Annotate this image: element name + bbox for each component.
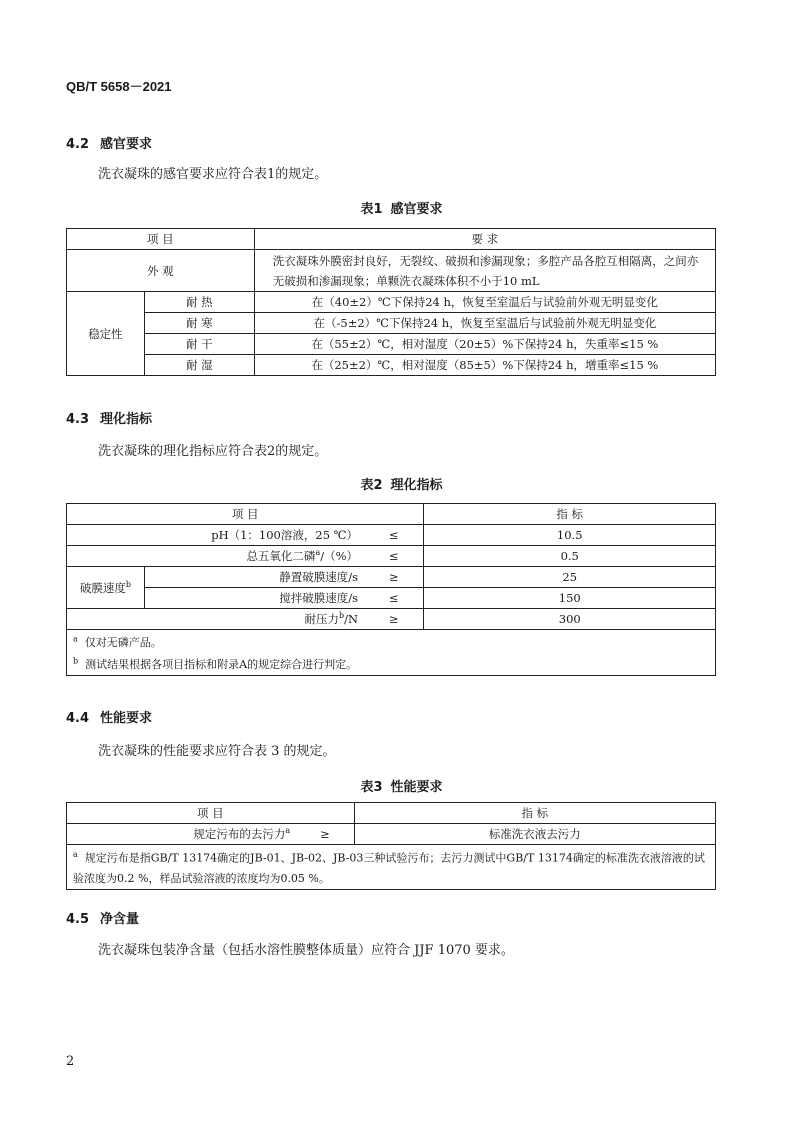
table-label: 表1 [360, 202, 383, 217]
table3-caption [0, 776, 803, 795]
section-number: 4.4 [66, 711, 90, 726]
note-text: 测试结果根据各项目指标和附录A的规定综合进行判定。 [85, 658, 358, 672]
cell-requirement: 在（25±2）℃，相对湿度（85±5）%下保持24 h，增重率≤15 % [254, 355, 715, 376]
cell-value: 10.5 [424, 525, 716, 546]
note-text: 仅对无磷产品。 [84, 635, 162, 649]
cell-operator: ≤ [364, 525, 424, 546]
cell-item: 外 观 [67, 250, 255, 292]
cell-item: 耐 湿 [144, 355, 254, 376]
cell-stability: 稳定性 [67, 292, 145, 376]
cell-operator: ≤ [364, 588, 424, 609]
item-text: 总五氧化二磷 [246, 549, 316, 563]
cell-item: pH（1：100溶液，25 ℃） [67, 525, 365, 546]
table2-caption [0, 474, 803, 493]
table-row [67, 546, 716, 567]
table3-performance [66, 802, 716, 890]
table-row [67, 588, 716, 609]
table-row [67, 567, 716, 588]
footnote-mark: a [315, 548, 321, 558]
footnote-mark: a [73, 634, 78, 644]
item-text: 耐压力 [304, 612, 339, 626]
item-unit: /（%） [320, 549, 359, 563]
section-4-4-text: 洗衣凝珠的性能要求应符合表 3 的规定。 [98, 744, 336, 759]
table-row [67, 609, 716, 630]
table-label: 表3 [360, 780, 383, 795]
footnote-mark: b [338, 611, 345, 621]
table-header-row [67, 803, 716, 824]
cell-value: 0.5 [424, 546, 716, 567]
table2-physicochemical [66, 503, 716, 676]
footnote-mark: a [285, 826, 291, 836]
table-note-row [67, 630, 716, 654]
cell-requirement: 在（40±2）℃下保持24 h，恢复至室温后与试验前外观无明显变化 [254, 292, 715, 313]
note-text: 规定污布是指GB/T 13174确定的JB-01、JB-02、JB-03三种试验污布；去污力测试中GB/T 13174确定的标准洗衣液溶液的试验浓度为0.2 %，样品试验溶液的浓度均为0.05 %。 [73, 851, 705, 885]
header-requirement: 要 求 [254, 229, 715, 250]
table-note [67, 845, 716, 890]
cell-item: 耐 干 [144, 334, 254, 355]
cell-value: 标准洗衣液去污力 [354, 824, 715, 845]
section-4-5-heading [66, 908, 139, 927]
table1-caption [0, 198, 803, 217]
table-row [67, 334, 716, 355]
table-header-row [67, 504, 716, 525]
cell-item [67, 546, 365, 567]
section-4-5-text: 洗衣凝珠包装净含量（包括水溶性膜整体质量）应符合 JJF 1070 要求。 [98, 943, 514, 958]
table-title: 感官要求 [390, 202, 443, 217]
table-row [67, 313, 716, 334]
item-unit: /N [344, 612, 359, 626]
table-row [67, 525, 716, 546]
cell-operator: ≤ [364, 546, 424, 567]
section-4-2-heading [66, 133, 152, 152]
cell-operator: ≥ [296, 824, 354, 845]
item-text: 规定污布的去污力 [193, 827, 286, 841]
table1-sensory [66, 228, 716, 376]
footnote-mark: a [73, 850, 78, 859]
section-title: 感官要求 [100, 137, 153, 152]
section-title: 理化指标 [100, 412, 153, 427]
section-title: 净含量 [100, 912, 140, 927]
cell-item: 耐 寒 [144, 313, 254, 334]
cell-item [67, 609, 365, 630]
cell-requirement: 在（-5±2）℃下保持24 h，恢复至室温后与试验前外观无明显变化 [254, 313, 715, 334]
cell-requirement: 洗衣凝珠外膜密封良好，无裂纹、破损和渗漏现象；多腔产品各腔互相隔离，之间亦无破损和渗漏现象；单颗洗衣凝珠体积不小于10 mL [254, 250, 715, 292]
footnote-mark: b [125, 579, 131, 589]
footnote-mark: b [73, 656, 79, 666]
cell-item: 搅拌破膜速度/s [144, 588, 364, 609]
cell-operator: ≥ [364, 609, 424, 630]
table-title: 性能要求 [390, 780, 443, 795]
section-4-4-heading [66, 707, 152, 726]
table-row [67, 824, 716, 845]
page-number: 2 [66, 1054, 75, 1069]
table-title: 理化指标 [390, 478, 443, 493]
section-4-3-text: 洗衣凝珠的理化指标应符合表2的规定。 [98, 444, 328, 459]
table-note-row [67, 845, 716, 890]
table-row [67, 355, 716, 376]
cell-item: 静置破膜速度/s [144, 567, 364, 588]
cell-value: 150 [424, 588, 716, 609]
cell-film-speed [67, 567, 145, 609]
cell-operator: ≥ [364, 567, 424, 588]
header-item: 项 目 [67, 803, 355, 824]
table-note-row [67, 654, 716, 676]
section-4-2-text: 洗衣凝珠的感官要求应符合表1的规定。 [98, 167, 328, 182]
cell-requirement: 在（55±2）℃，相对湿度（20±5）%下保持24 h，失重率≤15 % [254, 334, 715, 355]
section-title: 性能要求 [100, 711, 153, 726]
cell-item [67, 824, 297, 845]
cell-value: 25 [424, 567, 716, 588]
header-index: 指 标 [354, 803, 715, 824]
table-row [67, 250, 716, 292]
header-index: 指 标 [424, 504, 716, 525]
cell-value: 300 [424, 609, 716, 630]
section-4-3-heading [66, 408, 152, 427]
cell-item: 耐 热 [144, 292, 254, 313]
table-note [67, 654, 716, 676]
table-row [67, 292, 716, 313]
header-item: 项 目 [67, 229, 255, 250]
section-number: 4.3 [66, 412, 90, 427]
table-note [67, 630, 716, 654]
table-label: 表2 [360, 478, 383, 493]
header-item: 项 目 [67, 504, 424, 525]
standard-code: QB/T 5658－2021 [66, 79, 172, 94]
table-header-row [67, 229, 716, 250]
item-text: 破膜速度 [79, 580, 126, 595]
section-number: 4.2 [66, 137, 90, 152]
section-number: 4.5 [66, 912, 90, 927]
